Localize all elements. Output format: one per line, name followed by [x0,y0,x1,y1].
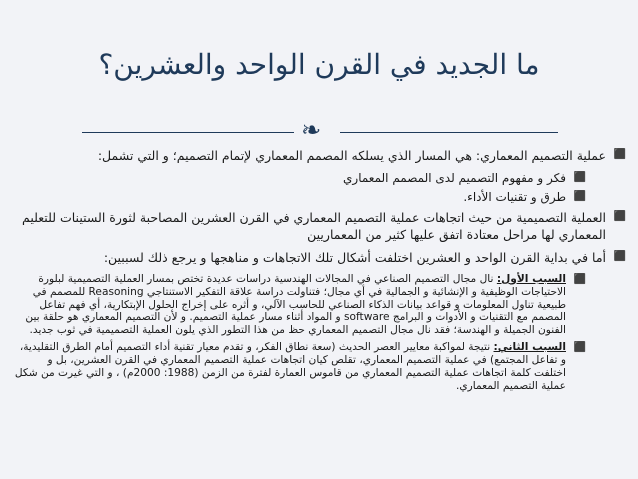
sub-bullet-text: طرق و تقنيات الأداء. [463,190,566,205]
reason-two-text: نتيجة لمواكبة معايير العصر الحديث (سعة نطاق الفكر، و تقدم معيار تقنية أداء التصميم أمام الطرق التقليدية، و تفاعل المجتمع) في عملية التصميم المعماري، تقلص كيان اتجاهات عملية التصميم المعماري في القرن العشرين، بل و اختلفت كلمة اتجاهات عملية التصميم المعماري من قاموس العمارة لفترة من الزمن (1988: 2000م) ، و التي غيرت من شكل عملية التصميم المعماري. [14,341,566,393]
bullet-icon: ⬛ [573,342,586,354]
title-divider-right [340,132,558,133]
bullet-icon: ⬛ [573,171,586,183]
bullet-icon: ⬛ [613,211,626,223]
slide-title: ما الجديد في القرن الواحد والعشرين؟ [98,48,540,81]
bullet-item [14,210,628,244]
bullet-item [14,250,628,267]
bullet-icon: ⬛ [613,149,626,160]
bullet-item [14,148,628,165]
bullet-text: العملية التصميمية من حيث اتجاهات عملية التصميم المعماري في القرن العشرين المصاحبة لثورة الستينات للتعليم المعماري لها مراحل معتادة اتفق عليها كثير من المعماريين [22,210,606,242]
reason-one-text: نال مجال التصميم الصناعي في المجالات الهندسية دراسات عديدة تختص بمسار العملية التصميمية لبلورة الاحتياجات الوظيفية و الإنشائية و الجمالية في أي مجال؛ فتناولت دراسة علاقة التفكير الاستنتاجي Reasoning للمصمم في طبيعية تناول المعلومات و قواعد بيانات الذكاء الصناعي للحاسب الآلي، و أثره على إخراج الحلول الإبتكارية، أي فهم تفاعل المصمم مع التقنيات و الأدوات و البرامج software و المواد أثناء مسار عملية التصميم. و لأن التصميم المعماري هو حلقة بين الفنون الجميلة و الهندسة؛ فقد نال مجال التصميم المعماري حظ من هذا التطور الذي يلون العملية التصميمية في ثوب جديد. [25,272,566,337]
sub-bullet-text [14,273,566,338]
bullet-icon: ⬛ [573,191,586,203]
sub-bullet-item [14,341,588,393]
sub-bullet-item [14,190,588,206]
sub-bullet-text [14,341,566,393]
bullet-icon: ⬛ [613,250,626,262]
reason-two-label: السبب الثاني: [493,341,566,354]
reason-one-label: السبب الأول: [496,272,566,285]
slide-content [14,148,628,397]
sub-bullet-text: فكر و مفهوم التصميم لدى المصمم المعماري [343,170,566,185]
sub-bullet-item [14,171,588,187]
bullet-icon: ⬛ [573,273,586,285]
title-divider-left [82,132,294,133]
sub-bullet-item [14,273,588,338]
bullet-text: عملية التصميم المعماري: هي المسار الذي يسلكه المصمم المعماري لإتمام التصميم؛ و التي تشمل: [97,148,606,163]
fleuron-icon: ❧ [301,116,322,144]
bullet-text: أما في بداية القرن الواحد و العشرين اختلفت أشكال تلك الاتجاهات و مناهجها و يرجع ذلك لسببين: [103,249,606,265]
